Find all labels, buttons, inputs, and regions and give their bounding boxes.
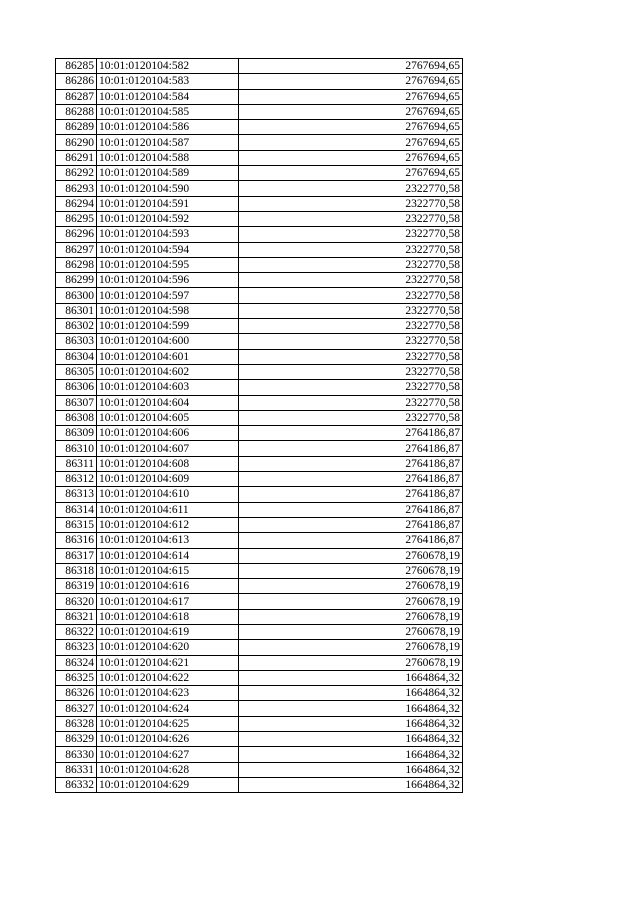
table-row — [56, 548, 463, 563]
cadastral-number-cell: 10:01:0120104:610 — [97, 487, 239, 502]
row-number-cell: 86297 — [56, 242, 97, 257]
cadastral-number-cell: 10:01:0120104:627 — [97, 747, 239, 762]
cadastral-value-cell: 2764186,87 — [239, 456, 463, 471]
cadastral-value-cell: 1664864,32 — [239, 747, 463, 762]
row-number-cell: 86301 — [56, 303, 97, 318]
row-number-cell: 86303 — [56, 334, 97, 349]
cadastral-number-cell: 10:01:0120104:628 — [97, 762, 239, 777]
cadastral-value-cell: 1664864,32 — [239, 670, 463, 685]
row-number-cell: 86296 — [56, 227, 97, 242]
cadastral-value-cell: 2767694,65 — [239, 120, 463, 135]
cadastral-value-cell: 1664864,32 — [239, 701, 463, 716]
table-row — [56, 135, 463, 150]
cadastral-number-cell: 10:01:0120104:587 — [97, 135, 239, 150]
row-number-cell: 86329 — [56, 732, 97, 747]
cadastral-value-cell: 2764186,87 — [239, 502, 463, 517]
table-row — [56, 762, 463, 777]
row-number-cell: 86310 — [56, 441, 97, 456]
table-row — [56, 364, 463, 379]
row-number-cell: 86294 — [56, 196, 97, 211]
cadastral-number-cell: 10:01:0120104:598 — [97, 303, 239, 318]
table-row — [56, 303, 463, 318]
cadastral-value-cell: 2760678,19 — [239, 594, 463, 609]
cadastral-number-cell: 10:01:0120104:585 — [97, 104, 239, 119]
table-row — [56, 624, 463, 639]
table-row — [56, 533, 463, 548]
cadastral-value-cell: 1664864,32 — [239, 716, 463, 731]
row-number-cell: 86320 — [56, 594, 97, 609]
cadastral-value-cell: 2760678,19 — [239, 655, 463, 670]
cadastral-value-cell: 2767694,65 — [239, 166, 463, 181]
cadastral-value-cell: 2322770,58 — [239, 211, 463, 226]
row-number-cell: 86328 — [56, 716, 97, 731]
cadastral-number-cell: 10:01:0120104:603 — [97, 380, 239, 395]
cadastral-number-cell: 10:01:0120104:583 — [97, 74, 239, 89]
row-number-cell: 86313 — [56, 487, 97, 502]
table-row — [56, 257, 463, 272]
row-number-cell: 86293 — [56, 181, 97, 196]
cadastral-value-cell: 2322770,58 — [239, 349, 463, 364]
table-row — [56, 74, 463, 89]
table-row — [56, 686, 463, 701]
row-number-cell: 86312 — [56, 472, 97, 487]
table-row — [56, 273, 463, 288]
cadastral-value-cell: 1664864,32 — [239, 686, 463, 701]
cadastral-value-cell: 2322770,58 — [239, 227, 463, 242]
cadastral-value-cell: 2322770,58 — [239, 257, 463, 272]
cadastral-number-cell: 10:01:0120104:584 — [97, 89, 239, 104]
cadastral-value-cell: 2322770,58 — [239, 181, 463, 196]
cadastral-value-cell: 2764186,87 — [239, 472, 463, 487]
cadastral-number-cell: 10:01:0120104:594 — [97, 242, 239, 257]
table-row — [56, 211, 463, 226]
table-body — [56, 59, 463, 793]
cadastral-number-cell: 10:01:0120104:608 — [97, 456, 239, 471]
table-row — [56, 59, 463, 74]
row-number-cell: 86325 — [56, 670, 97, 685]
cadastral-value-cell: 2767694,65 — [239, 135, 463, 150]
cadastral-value-cell: 2760678,19 — [239, 563, 463, 578]
cadastral-number-cell: 10:01:0120104:597 — [97, 288, 239, 303]
row-number-cell: 86287 — [56, 89, 97, 104]
cadastral-value-table — [55, 58, 463, 793]
row-number-cell: 86331 — [56, 762, 97, 777]
cadastral-number-cell: 10:01:0120104:590 — [97, 181, 239, 196]
cadastral-number-cell: 10:01:0120104:593 — [97, 227, 239, 242]
table-row — [56, 594, 463, 609]
row-number-cell: 86327 — [56, 701, 97, 716]
table-row — [56, 670, 463, 685]
row-number-cell: 86311 — [56, 456, 97, 471]
row-number-cell: 86317 — [56, 548, 97, 563]
cadastral-number-cell: 10:01:0120104:591 — [97, 196, 239, 211]
cadastral-value-cell: 2764186,87 — [239, 533, 463, 548]
table-row — [56, 120, 463, 135]
cadastral-value-cell: 1664864,32 — [239, 762, 463, 777]
cadastral-number-cell: 10:01:0120104:625 — [97, 716, 239, 731]
cadastral-value-cell: 2760678,19 — [239, 640, 463, 655]
row-number-cell: 86302 — [56, 319, 97, 334]
row-number-cell: 86330 — [56, 747, 97, 762]
row-number-cell: 86318 — [56, 563, 97, 578]
cadastral-number-cell: 10:01:0120104:582 — [97, 59, 239, 74]
table-row — [56, 319, 463, 334]
cadastral-number-cell: 10:01:0120104:600 — [97, 334, 239, 349]
cadastral-number-cell: 10:01:0120104:621 — [97, 655, 239, 670]
row-number-cell: 86299 — [56, 273, 97, 288]
table-row — [56, 89, 463, 104]
cadastral-number-cell: 10:01:0120104:601 — [97, 349, 239, 364]
cadastral-number-cell: 10:01:0120104:617 — [97, 594, 239, 609]
cadastral-value-cell: 2322770,58 — [239, 380, 463, 395]
table-row — [56, 732, 463, 747]
row-number-cell: 86290 — [56, 135, 97, 150]
table-row — [56, 410, 463, 425]
cadastral-value-cell: 2760678,19 — [239, 609, 463, 624]
row-number-cell: 86324 — [56, 655, 97, 670]
table-row — [56, 441, 463, 456]
cadastral-value-cell: 2764186,87 — [239, 517, 463, 532]
table-row — [56, 502, 463, 517]
cadastral-number-cell: 10:01:0120104:605 — [97, 410, 239, 425]
table-row — [56, 609, 463, 624]
row-number-cell: 86306 — [56, 380, 97, 395]
cadastral-number-cell: 10:01:0120104:606 — [97, 426, 239, 441]
table-row — [56, 426, 463, 441]
table-row — [56, 227, 463, 242]
cadastral-value-cell: 2322770,58 — [239, 273, 463, 288]
row-number-cell: 86314 — [56, 502, 97, 517]
cadastral-number-cell: 10:01:0120104:616 — [97, 579, 239, 594]
cadastral-number-cell: 10:01:0120104:614 — [97, 548, 239, 563]
cadastral-value-cell: 2322770,58 — [239, 319, 463, 334]
row-number-cell: 86300 — [56, 288, 97, 303]
cadastral-value-cell: 2767694,65 — [239, 59, 463, 74]
cadastral-number-cell: 10:01:0120104:599 — [97, 319, 239, 334]
cadastral-number-cell: 10:01:0120104:620 — [97, 640, 239, 655]
cadastral-value-cell: 2764186,87 — [239, 487, 463, 502]
row-number-cell: 86326 — [56, 686, 97, 701]
row-number-cell: 86289 — [56, 120, 97, 135]
cadastral-number-cell: 10:01:0120104:622 — [97, 670, 239, 685]
table-row — [56, 181, 463, 196]
row-number-cell: 86304 — [56, 349, 97, 364]
cadastral-value-cell: 2760678,19 — [239, 624, 463, 639]
cadastral-value-cell: 1664864,32 — [239, 777, 463, 792]
row-number-cell: 86319 — [56, 579, 97, 594]
table-row — [56, 150, 463, 165]
cadastral-number-cell: 10:01:0120104:611 — [97, 502, 239, 517]
row-number-cell: 86305 — [56, 364, 97, 379]
row-number-cell: 86322 — [56, 624, 97, 639]
cadastral-number-cell: 10:01:0120104:602 — [97, 364, 239, 379]
cadastral-value-cell: 2760678,19 — [239, 548, 463, 563]
row-number-cell: 86332 — [56, 777, 97, 792]
table-row — [56, 166, 463, 181]
row-number-cell: 86298 — [56, 257, 97, 272]
table-row — [56, 242, 463, 257]
table-row — [56, 579, 463, 594]
cadastral-value-cell: 2767694,65 — [239, 150, 463, 165]
cadastral-value-cell: 1664864,32 — [239, 732, 463, 747]
row-number-cell: 86285 — [56, 59, 97, 74]
table-row — [56, 716, 463, 731]
row-number-cell: 86307 — [56, 395, 97, 410]
table-row — [56, 640, 463, 655]
table-row — [56, 456, 463, 471]
cadastral-number-cell: 10:01:0120104:607 — [97, 441, 239, 456]
cadastral-value-cell: 2322770,58 — [239, 303, 463, 318]
cadastral-number-cell: 10:01:0120104:596 — [97, 273, 239, 288]
row-number-cell: 86315 — [56, 517, 97, 532]
row-number-cell: 86321 — [56, 609, 97, 624]
table-row — [56, 517, 463, 532]
table-row — [56, 472, 463, 487]
cadastral-value-cell: 2322770,58 — [239, 410, 463, 425]
table-row — [56, 349, 463, 364]
cadastral-number-cell: 10:01:0120104:604 — [97, 395, 239, 410]
table-row — [56, 747, 463, 762]
cadastral-number-cell: 10:01:0120104:612 — [97, 517, 239, 532]
cadastral-number-cell: 10:01:0120104:586 — [97, 120, 239, 135]
table-row — [56, 701, 463, 716]
table-row — [56, 487, 463, 502]
cadastral-number-cell: 10:01:0120104:615 — [97, 563, 239, 578]
cadastral-number-cell: 10:01:0120104:592 — [97, 211, 239, 226]
row-number-cell: 86286 — [56, 74, 97, 89]
cadastral-value-cell: 2322770,58 — [239, 242, 463, 257]
cadastral-value-cell: 2322770,58 — [239, 288, 463, 303]
cadastral-number-cell: 10:01:0120104:623 — [97, 686, 239, 701]
table-row — [56, 395, 463, 410]
cadastral-number-cell: 10:01:0120104:588 — [97, 150, 239, 165]
table-row — [56, 334, 463, 349]
cadastral-value-cell: 2767694,65 — [239, 74, 463, 89]
row-number-cell: 86291 — [56, 150, 97, 165]
table-row — [56, 655, 463, 670]
cadastral-number-cell: 10:01:0120104:589 — [97, 166, 239, 181]
cadastral-value-cell: 2767694,65 — [239, 104, 463, 119]
row-number-cell: 86309 — [56, 426, 97, 441]
cadastral-value-cell: 2322770,58 — [239, 334, 463, 349]
row-number-cell: 86292 — [56, 166, 97, 181]
row-number-cell: 86323 — [56, 640, 97, 655]
table-row — [56, 104, 463, 119]
row-number-cell: 86295 — [56, 211, 97, 226]
cadastral-value-cell: 2322770,58 — [239, 196, 463, 211]
cadastral-number-cell: 10:01:0120104:618 — [97, 609, 239, 624]
cadastral-value-cell: 2764186,87 — [239, 441, 463, 456]
cadastral-number-cell: 10:01:0120104:629 — [97, 777, 239, 792]
cadastral-number-cell: 10:01:0120104:613 — [97, 533, 239, 548]
row-number-cell: 86316 — [56, 533, 97, 548]
row-number-cell: 86308 — [56, 410, 97, 425]
table-row — [56, 380, 463, 395]
cadastral-number-cell: 10:01:0120104:619 — [97, 624, 239, 639]
table-row — [56, 777, 463, 792]
cadastral-number-cell: 10:01:0120104:609 — [97, 472, 239, 487]
row-number-cell: 86288 — [56, 104, 97, 119]
table-row — [56, 288, 463, 303]
cadastral-number-cell: 10:01:0120104:624 — [97, 701, 239, 716]
cadastral-value-cell: 2760678,19 — [239, 579, 463, 594]
table-row — [56, 563, 463, 578]
cadastral-value-cell: 2767694,65 — [239, 89, 463, 104]
cadastral-value-cell: 2322770,58 — [239, 364, 463, 379]
table-row — [56, 196, 463, 211]
cadastral-number-cell: 10:01:0120104:595 — [97, 257, 239, 272]
cadastral-value-cell: 2322770,58 — [239, 395, 463, 410]
cadastral-number-cell: 10:01:0120104:626 — [97, 732, 239, 747]
cadastral-value-cell: 2764186,87 — [239, 426, 463, 441]
